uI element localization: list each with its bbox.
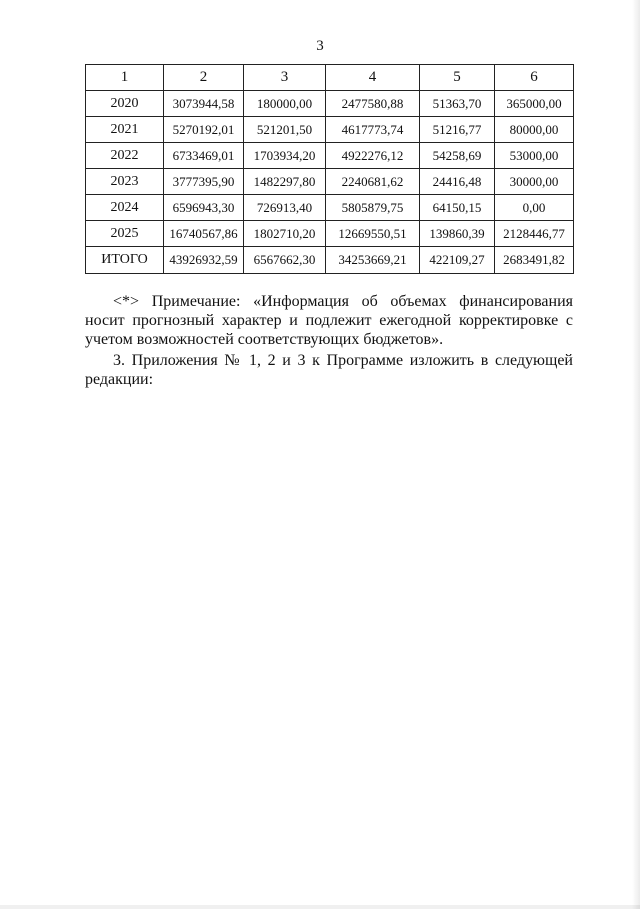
column-header: 2 (164, 65, 244, 91)
table-cell: 16740567,86 (164, 221, 244, 247)
scan-bottom-shadow (0, 905, 640, 909)
table-cell: 1482297,80 (244, 169, 326, 195)
year-cell: 2021 (86, 117, 164, 143)
note-paragraph: <*> Примечание: «Информация об объемах финансирования носит прогнозный характер и подлежит ежегодной корректировке с учетом возможностей соответствующих бюджетов». (85, 293, 573, 348)
table-cell: 51216,77 (420, 117, 495, 143)
table-cell: 521201,50 (244, 117, 326, 143)
table-cell: 54258,69 (420, 143, 495, 169)
table-row (86, 169, 574, 195)
table-cell: 1703934,20 (244, 143, 326, 169)
note-block (85, 292, 573, 389)
table-cell: 34253669,21 (326, 247, 420, 274)
table-cell: 53000,00 (495, 143, 574, 169)
scan-edge-shadow (632, 0, 640, 909)
table-cell: 5270192,01 (164, 117, 244, 143)
column-header: 6 (495, 65, 574, 91)
year-cell: 2025 (86, 221, 164, 247)
table-row (86, 117, 574, 143)
table-cell: 0,00 (495, 195, 574, 221)
year-cell: 2024 (86, 195, 164, 221)
table-cell: 3073944,58 (164, 91, 244, 117)
table-cell: 64150,15 (420, 195, 495, 221)
table-cell: 51363,70 (420, 91, 495, 117)
table-cell: 2128446,77 (495, 221, 574, 247)
table-cell: 2477580,88 (326, 91, 420, 117)
table-cell: 43926932,59 (164, 247, 244, 274)
item-paragraph: 3. Приложения № 1, 2 и 3 к Программе изложить в следующей редакции: (85, 352, 573, 388)
table-cell: 365000,00 (495, 91, 574, 117)
year-cell: 2020 (86, 91, 164, 117)
column-header: 4 (326, 65, 420, 91)
year-cell: 2023 (86, 169, 164, 195)
table-cell: 2240681,62 (326, 169, 420, 195)
table-cell: 12669550,51 (326, 221, 420, 247)
table-cell: 80000,00 (495, 117, 574, 143)
column-header: 3 (244, 65, 326, 91)
table-cell: 2683491,82 (495, 247, 574, 274)
table-cell: 6567662,30 (244, 247, 326, 274)
table-cell: 726913,40 (244, 195, 326, 221)
table-cell: 6733469,01 (164, 143, 244, 169)
page-number: 3 (316, 38, 324, 54)
table-row (86, 221, 574, 247)
table-cell: 422109,27 (420, 247, 495, 274)
table-cell: 139860,39 (420, 221, 495, 247)
table-row (86, 143, 574, 169)
table-cell: 6596943,30 (164, 195, 244, 221)
table-cell: 3777395,90 (164, 169, 244, 195)
column-header: 5 (420, 65, 495, 91)
table-total-row (86, 247, 574, 274)
year-cell: 2022 (86, 143, 164, 169)
table-cell: 4617773,74 (326, 117, 420, 143)
table-cell: 4922276,12 (326, 143, 420, 169)
table-row (86, 91, 574, 117)
table-cell: 180000,00 (244, 91, 326, 117)
column-header: 1 (86, 65, 164, 91)
financing-table (85, 64, 574, 274)
table-cell: 24416,48 (420, 169, 495, 195)
total-label-cell: ИТОГО (86, 247, 164, 274)
table-row (86, 195, 574, 221)
table-cell: 30000,00 (495, 169, 574, 195)
table-cell: 5805879,75 (326, 195, 420, 221)
table-header-row (86, 65, 574, 91)
table-cell: 1802710,20 (244, 221, 326, 247)
